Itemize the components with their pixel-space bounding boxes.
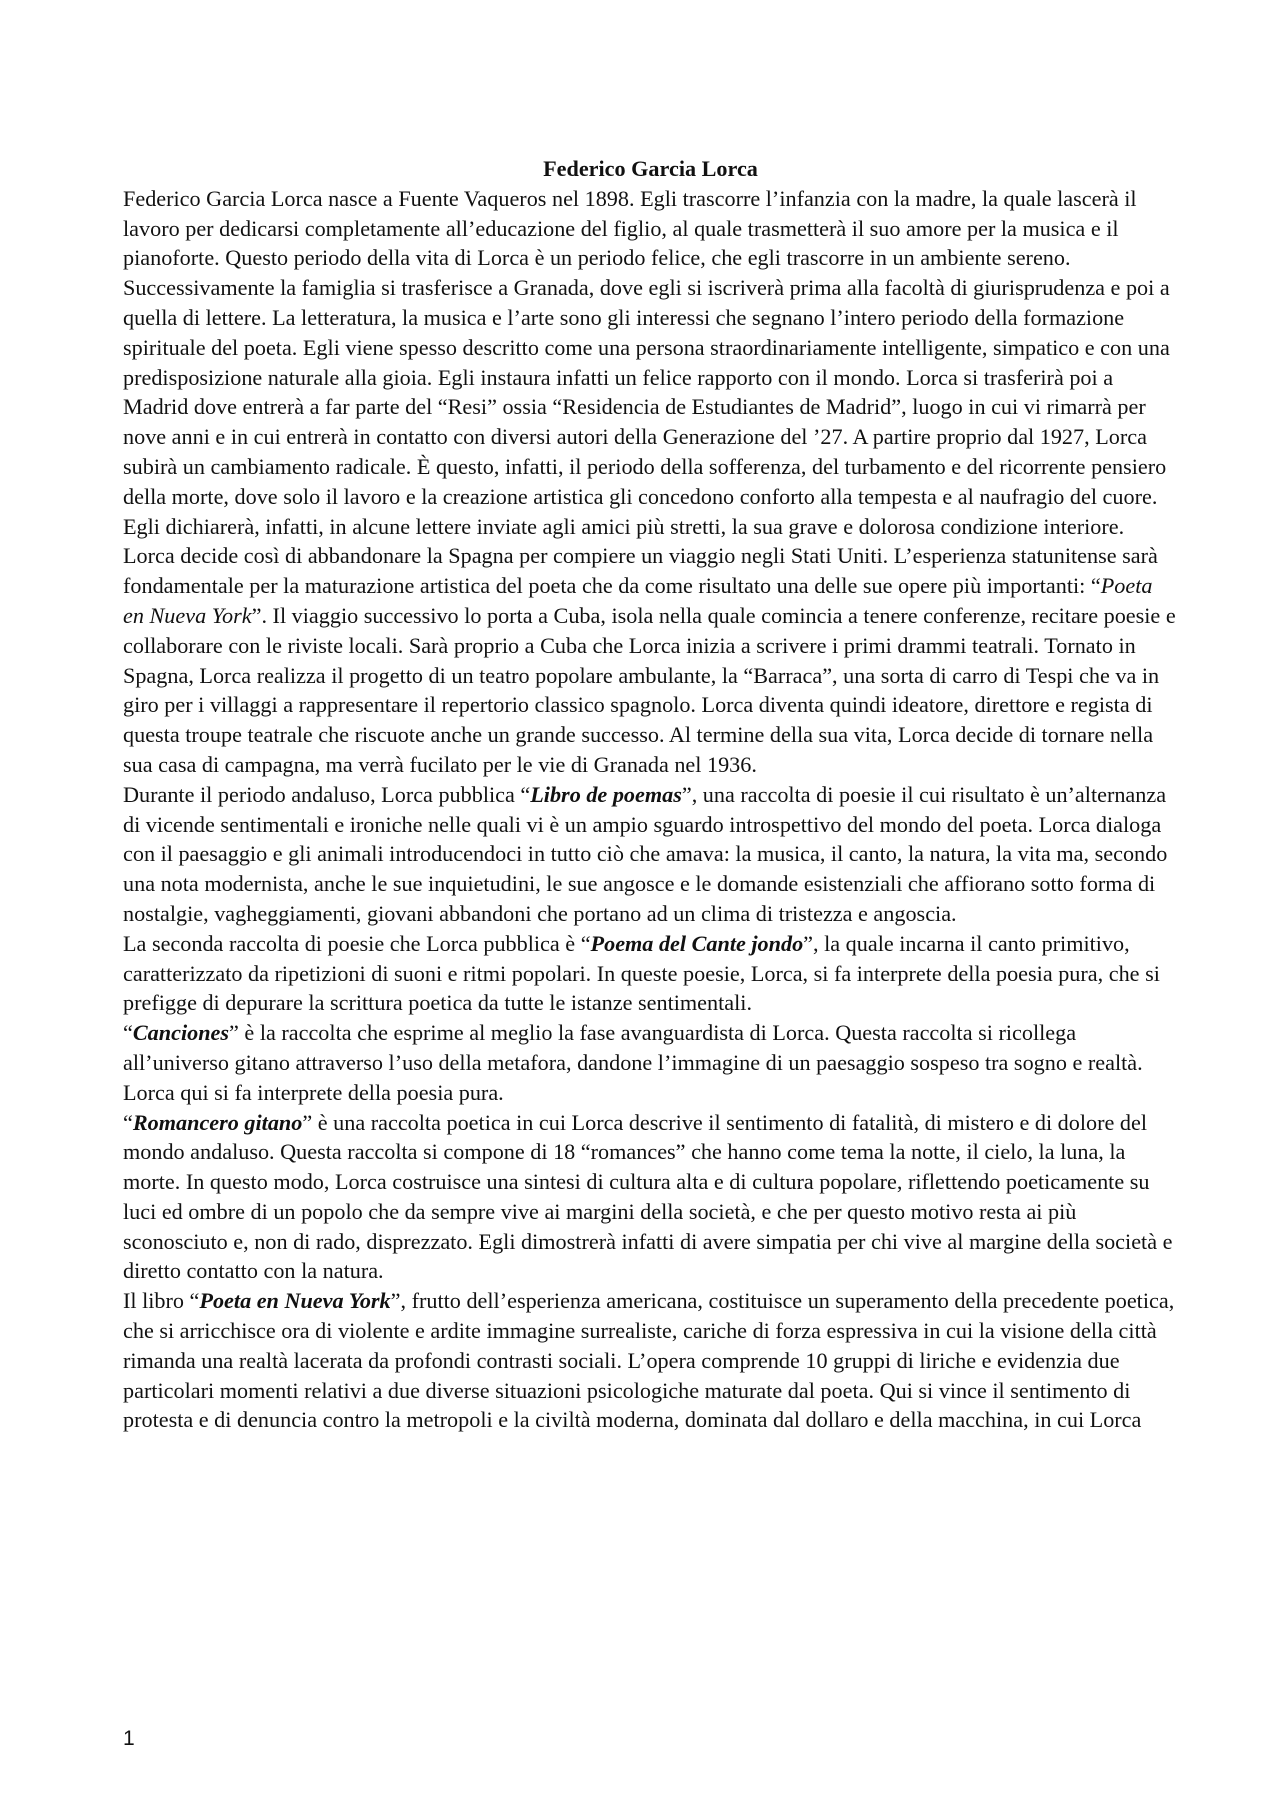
document-title: Federico Garcia Lorca <box>543 156 758 181</box>
document-body <box>123 154 1178 1435</box>
text-run: “ <box>123 1109 133 1135</box>
text-run: “ <box>123 1020 133 1046</box>
text-run: ”. Il viaggio successivo lo porta a Cuba, isola nella quale comincia a tenere conferenze, recitare poesie e collaborare con le riviste locali. Sarà proprio a Cuba che Lorca inizia a scrivere i primi drammi teatrali. Tornato in Spagna, Lorca realizza il progetto di un teatro popolare ambulante, la “Barraca”, una sorta di carro di Tespi che va in giro per i villaggi a rappresentare il repertorio classico spagnolo. Lorca diventa quindi ideatore, direttore e regista di questa troupe teatrale che riscuote anche un grande successo. Al termine della sua vita, Lorca decide di tornare nella sua casa di campagna, ma verrà fucilato per le vie di Granada nel 1936. <box>123 602 1176 777</box>
work-title-canciones: Canciones <box>132 1020 230 1046</box>
paragraph-poeta-en-nueva-york <box>123 1286 1178 1435</box>
text-run: ”, una raccolta di poesie il cui risultato è un’alternanza di vicende sentimentali e ironiche nelle quali vi è un ampio sguardo introspettivo del mondo del poeta. Lorca dialoga con il paesaggio e gli animali introducendoci in tutto ciò che amava: la musica, il canto, la natura, la vita ma, secondo una nota modernista, anche le sue inquietudini, le sue angosce e le domande esistenziali che affiorano sotto forma di nostalgie, vagheggiamenti, giovani abbandoni che portano ad un clima di tristezza e angoscia. <box>123 781 1168 926</box>
paragraph-canciones <box>123 1018 1178 1107</box>
text-run: Il libro “ <box>123 1288 200 1314</box>
work-title-libro-de-poemas: Libro de poemas <box>530 781 682 807</box>
text-run: ”, la quale incarna il canto primitivo, caratterizzato da ripetizioni di suoni e ritmi popolari. In queste poesie, Lorca, si fa interprete della poesia pura, che si prefigge di depurare la scrittura poetica da tutte le istanze sentimentali. <box>123 930 1160 1016</box>
text-run: La seconda raccolta di poesie che Lorca pubblica è “ <box>123 930 591 956</box>
text-run: Durante il periodo andaluso, Lorca pubblica “ <box>123 781 531 807</box>
paragraph-libro-de-poemas <box>123 780 1178 929</box>
paragraph-cante-jondo <box>123 929 1178 1018</box>
text-run: ”, frutto dell’esperienza americana, costituisce un superamento della precedente poetica, che si arricchisce ora di violente e ardite immagine surrealiste, cariche di forza espressiva in cui la visione della città rimanda una realtà lacerata da profondi contrasti sociali. L’opera comprende 10 gruppi di liriche e evidenzia due particolari momenti relativi a due diverse situazioni psicologiche maturate dal poeta. Qui si vince il sentimento di protesta e di denuncia contro la metropoli e la civiltà moderna, dominata dal dollaro e della macchina, in cui Lorca <box>123 1288 1175 1433</box>
work-title-romancero-gitano: Romancero gitano <box>132 1109 303 1135</box>
paragraph-romancero-gitano <box>123 1108 1178 1287</box>
text-run: ” è la raccolta che esprime al meglio la fase avanguardista di Lorca. Questa raccolta si ricollega all’universo gitano attraverso l’uso della metafora, dandone l’immagine di un paesaggio sospeso tra sogno e realtà. Lorca qui si fa interprete della poesia pura. <box>123 1020 1143 1105</box>
paragraph-biography <box>123 184 1178 780</box>
text-run: Federico Garcia Lorca nasce a Fuente Vaqueros nel 1898. Egli trascorre l’infanzia con la madre, la quale lascerà il lavoro per dedicarsi completamente all’educazione del figlio, al quale trasmetterà il suo amore per la musica e il pianoforte. Questo periodo della vita di Lorca è un periodo felice, che egli trascorre in un ambiente sereno. Successivamente la famiglia si trasferisce a Granada, dove egli si iscriverà prima alla facoltà di giurisprudenza e poi a quella di lettere. La letteratura, la musica e l’arte sono gli interessi che segnano l’intero periodo della formazione spirituale del poeta. Egli viene spesso descritto come una persona straordinariamente intelligente, simpatico e con una predisposizione naturale alla gioia. Egli instaura infatti un felice rapporto con il mondo. Lorca si trasferirà poi a Madrid dove entrerà a far parte del “Resi” ossia “Residencia de Estudiantes de Madrid”, luogo in cui vi rimarrà per nove anni e in cui entrerà in contatto con diversi autori della Generazione del ’27. A partire proprio dal 1927, Lorca subirà un cambiamento radicale. È questo, infatti, il periodo della sofferenza, del turbamento e del ricorrente pensiero della morte, dove solo il lavoro e la creazione artistica gli concedono conforto alla tempesta e al naufragio del cuore. Egli dichiarerà, infatti, in alcune lettere inviate agli amici più stretti, la sua grave e dolorosa condizione interiore. Lorca decide così di abbandonare la Spagna per compiere un viaggio negli Stati Uniti. L’esperienza statunitense sarà fondamentale per la maturazione artistica del poeta che da come risultato una delle sue opere più importanti: “ <box>123 185 1170 599</box>
work-title-poeta-en-nueva-york-bold: Poeta en Nueva York <box>199 1288 391 1314</box>
work-title-poeta-en-nueva-york: Poeta en Nueva York <box>123 573 1153 628</box>
work-title-poema-del-cante-jondo: Poema del Cante jondo <box>590 930 804 956</box>
text-run: ” è una raccolta poetica in cui Lorca descrive il sentimento di fatalità, di mistero e di dolore del mondo andaluso. Questa raccolta si compone di 18 “romances” che hanno come tema la notte, il cielo, la luna, la morte. In questo modo, Lorca costruisce una sintesi di cultura alta e di cultura popolare, riflettendo poeticamente su luci ed ombre di un popolo che da sempre vive ai margini della società, e che per questo motivo resta ai più sconosciuto e, non di rado, disprezzato. Egli dimostrerà infatti di avere simpatia per chi vive al margine della società e diretto contatto con la natura. <box>123 1109 1173 1284</box>
page-number: 1 <box>123 1727 135 1750</box>
